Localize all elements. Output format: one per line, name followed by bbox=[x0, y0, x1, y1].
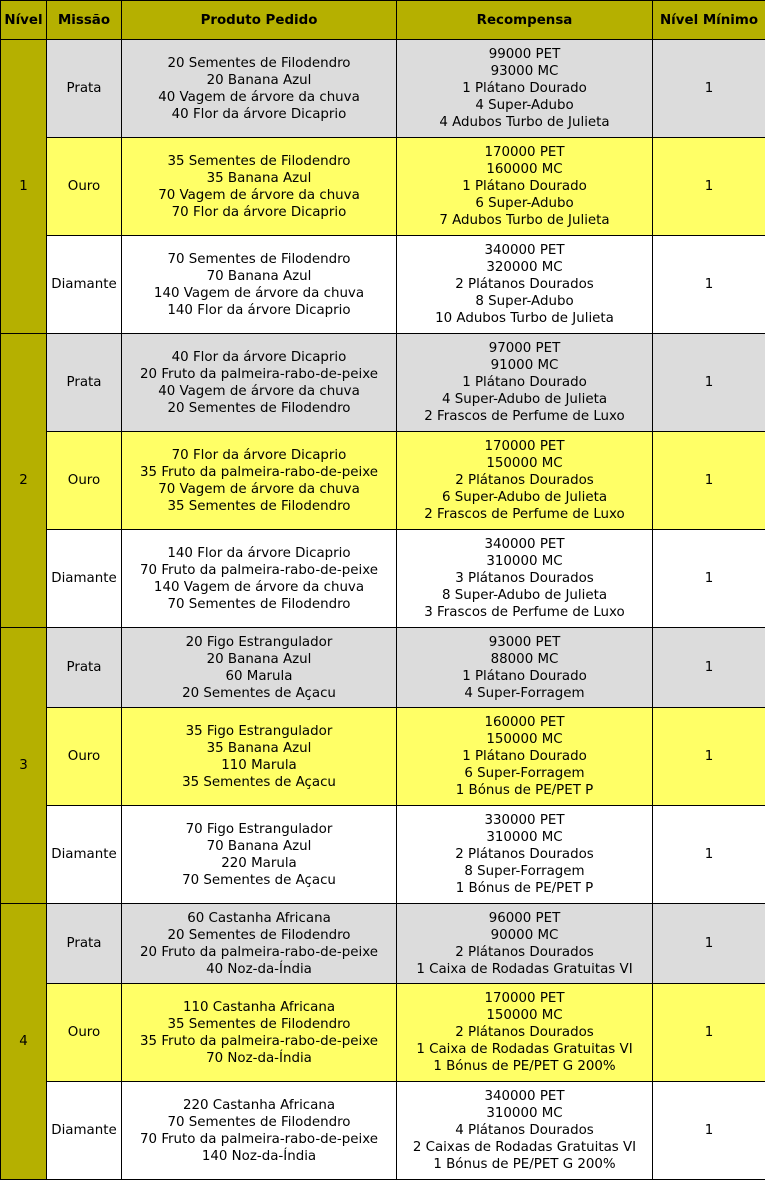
rewards-cell bbox=[397, 40, 653, 138]
reward-line: 1 Plátano Dourado bbox=[462, 81, 587, 96]
level-cell: 4 bbox=[1, 904, 47, 1180]
product-line: 70 Sementes de Filodendro bbox=[167, 596, 351, 612]
product-line: 40 Vagem de árvore da chuva bbox=[158, 89, 360, 105]
mission-cell: Ouro bbox=[47, 432, 122, 530]
reward-line: 1 Bónus de PE/PET P bbox=[455, 881, 594, 896]
product-line: 20 Fruto da palmeira-rabo-de-peixe bbox=[140, 366, 378, 382]
reward-line: 7 Adubos Turbo de Julieta bbox=[439, 213, 610, 228]
header-missao: Missão bbox=[47, 1, 122, 40]
product-line: 140 Noz-da-Índia bbox=[201, 1148, 317, 1164]
product-line: 40 Flor da árvore Dicaprio bbox=[171, 106, 347, 122]
product-line: 35 Sementes de Filodendro bbox=[167, 498, 351, 514]
product-line: 35 Figo Estrangulador bbox=[185, 723, 333, 739]
product-line: 70 Banana Azul bbox=[206, 268, 312, 284]
min-level-cell: 1 bbox=[653, 530, 765, 628]
product-line: 70 Banana Azul bbox=[206, 838, 312, 854]
reward-line: 340000 PET bbox=[484, 243, 565, 258]
table-row bbox=[1, 138, 765, 236]
products-cell bbox=[122, 1082, 397, 1180]
table-row bbox=[1, 984, 765, 1082]
reward-line: 3 Frascos de Perfume de Luxo bbox=[424, 605, 625, 620]
product-line: 110 Marula bbox=[221, 757, 297, 773]
product-line: 70 Sementes de Filodendro bbox=[167, 1114, 351, 1130]
level-cell: 1 bbox=[1, 40, 47, 334]
product-line: 140 Vagem de árvore da chuva bbox=[153, 285, 365, 301]
product-line: 40 Flor da árvore Dicaprio bbox=[171, 349, 347, 365]
mission-cell: Prata bbox=[47, 40, 122, 138]
product-line: 70 Flor da árvore Dicaprio bbox=[171, 447, 347, 463]
product-line: 140 Vagem de árvore da chuva bbox=[153, 579, 365, 595]
product-line: 70 Noz-da-Índia bbox=[206, 1050, 312, 1066]
reward-line: 2 Plátanos Dourados bbox=[455, 944, 594, 960]
reward-line: 4 Adubos Turbo de Julieta bbox=[439, 115, 610, 130]
product-line: 40 Vagem de árvore da chuva bbox=[158, 383, 360, 399]
product-line: 35 Fruto da palmeira-rabo-de-peixe bbox=[140, 464, 378, 480]
min-level-cell: 1 bbox=[653, 984, 765, 1082]
product-line: 20 Banana Azul bbox=[206, 651, 312, 667]
table-row bbox=[1, 334, 765, 432]
table-body bbox=[1, 40, 765, 1180]
reward-line: 320000 MC bbox=[486, 260, 563, 275]
mission-cell: Diamante bbox=[47, 530, 122, 628]
rewards-cell bbox=[397, 236, 653, 334]
product-line: 70 Vagem de árvore da chuva bbox=[158, 187, 360, 203]
min-level-cell: 1 bbox=[653, 236, 765, 334]
reward-line: 8 Super-Forragem bbox=[464, 864, 585, 879]
product-line: 220 Marula bbox=[221, 855, 297, 871]
products-cell bbox=[122, 984, 397, 1082]
product-line: 70 Fruto da palmeira-rabo-de-peixe bbox=[140, 1131, 378, 1147]
reward-line: 340000 PET bbox=[484, 1089, 565, 1104]
rewards-cell bbox=[397, 708, 653, 806]
product-line: 20 Fruto da palmeira-rabo-de-peixe bbox=[140, 944, 378, 960]
product-line: 70 Sementes de Filodendro bbox=[167, 251, 351, 267]
level-cell: 3 bbox=[1, 628, 47, 904]
min-level-cell: 1 bbox=[653, 708, 765, 806]
products-cell bbox=[122, 40, 397, 138]
reward-line: 1 Plátano Dourado bbox=[462, 179, 587, 194]
table-row bbox=[1, 40, 765, 138]
mission-cell: Prata bbox=[47, 334, 122, 432]
min-level-cell: 1 bbox=[653, 40, 765, 138]
reward-line: 1 Caixa de Rodadas Gratuitas VI bbox=[416, 961, 633, 977]
reward-line: 93000 PET bbox=[488, 634, 561, 650]
product-line: 20 Sementes de Filodendro bbox=[167, 927, 351, 943]
reward-line: 310000 MC bbox=[486, 830, 563, 845]
product-line: 20 Sementes de Filodendro bbox=[167, 55, 351, 71]
mission-cell: Ouro bbox=[47, 138, 122, 236]
reward-line: 310000 MC bbox=[486, 554, 563, 569]
header-recompensa: Recompensa bbox=[397, 1, 653, 40]
mission-cell: Ouro bbox=[47, 708, 122, 806]
reward-line: 330000 PET bbox=[484, 813, 565, 828]
product-line: 110 Castanha Africana bbox=[182, 999, 336, 1015]
reward-line: 6 Super-Adubo bbox=[475, 196, 574, 211]
reward-line: 160000 MC bbox=[486, 162, 563, 177]
products-cell bbox=[122, 432, 397, 530]
mission-cell: Diamante bbox=[47, 806, 122, 904]
reward-line: 91000 MC bbox=[490, 358, 559, 373]
reward-line: 2 Plátanos Dourados bbox=[455, 277, 594, 292]
reward-line: 1 Bónus de PE/PET G 200% bbox=[433, 1157, 616, 1172]
min-level-cell: 1 bbox=[653, 904, 765, 984]
product-line: 35 Sementes de Filodendro bbox=[167, 1016, 351, 1032]
mission-cell: Prata bbox=[47, 904, 122, 984]
product-line: 220 Castanha Africana bbox=[182, 1097, 336, 1113]
reward-line: 170000 PET bbox=[484, 145, 565, 160]
table-row bbox=[1, 904, 765, 984]
product-line: 70 Vagem de árvore da chuva bbox=[158, 481, 360, 497]
reward-line: 1 Plátano Dourado bbox=[462, 749, 587, 764]
reward-line: 2 Caixas de Rodadas Gratuitas VI bbox=[412, 1140, 637, 1155]
reward-line: 160000 PET bbox=[484, 715, 565, 730]
reward-line: 2 Plátanos Dourados bbox=[455, 473, 594, 488]
reward-line: 6 Super-Adubo de Julieta bbox=[441, 490, 608, 505]
reward-line: 96000 PET bbox=[488, 910, 561, 926]
reward-line: 2 Frascos de Perfume de Luxo bbox=[424, 409, 625, 424]
product-line: 140 Flor da árvore Dicaprio bbox=[167, 545, 351, 561]
reward-line: 8 Super-Adubo bbox=[475, 294, 574, 309]
reward-line: 2 Plátanos Dourados bbox=[455, 1025, 594, 1040]
rewards-cell bbox=[397, 628, 653, 708]
reward-line: 4 Super-Forragem bbox=[464, 685, 585, 701]
header-row bbox=[1, 1, 765, 40]
product-line: 60 Castanha Africana bbox=[187, 910, 331, 926]
table-row bbox=[1, 708, 765, 806]
min-level-cell: 1 bbox=[653, 334, 765, 432]
products-cell bbox=[122, 708, 397, 806]
min-level-cell: 1 bbox=[653, 432, 765, 530]
reward-line: 1 Caixa de Rodadas Gratuitas VI bbox=[416, 1042, 633, 1057]
reward-line: 90000 MC bbox=[490, 927, 559, 943]
reward-line: 4 Super-Adubo bbox=[475, 98, 574, 113]
reward-line: 93000 MC bbox=[490, 64, 559, 79]
product-line: 60 Marula bbox=[225, 668, 293, 684]
table-row bbox=[1, 530, 765, 628]
product-line: 70 Flor da árvore Dicaprio bbox=[171, 204, 347, 220]
products-cell bbox=[122, 904, 397, 984]
product-line: 70 Sementes de Açacu bbox=[182, 872, 336, 888]
reward-line: 3 Plátanos Dourados bbox=[455, 571, 594, 586]
reward-line: 97000 PET bbox=[488, 341, 561, 356]
header-nivel-minimo: Nível Mínimo bbox=[653, 1, 765, 40]
product-line: 35 Banana Azul bbox=[206, 170, 312, 186]
reward-line: 1 Bónus de PE/PET G 200% bbox=[433, 1059, 616, 1074]
table-row bbox=[1, 236, 765, 334]
table-row bbox=[1, 432, 765, 530]
rewards-cell bbox=[397, 904, 653, 984]
reward-line: 88000 MC bbox=[490, 651, 559, 667]
product-line: 20 Sementes de Filodendro bbox=[167, 400, 351, 416]
product-line: 20 Sementes de Açacu bbox=[182, 685, 336, 701]
min-level-cell: 1 bbox=[653, 138, 765, 236]
product-line: 40 Noz-da-Índia bbox=[206, 961, 312, 977]
table-row bbox=[1, 628, 765, 708]
reward-line: 10 Adubos Turbo de Julieta bbox=[435, 311, 614, 326]
reward-line: 150000 MC bbox=[486, 1008, 563, 1023]
product-line: 35 Fruto da palmeira-rabo-de-peixe bbox=[140, 1033, 378, 1049]
rewards-cell bbox=[397, 530, 653, 628]
product-line: 35 Sementes de Filodendro bbox=[167, 153, 351, 169]
reward-line: 8 Super-Adubo de Julieta bbox=[441, 588, 608, 603]
product-line: 35 Banana Azul bbox=[206, 740, 312, 756]
rewards-cell bbox=[397, 432, 653, 530]
reward-line: 170000 PET bbox=[484, 991, 565, 1006]
product-line: 70 Fruto da palmeira-rabo-de-peixe bbox=[140, 562, 378, 578]
reward-line: 99000 PET bbox=[488, 47, 561, 62]
mission-cell: Ouro bbox=[47, 984, 122, 1082]
products-cell bbox=[122, 628, 397, 708]
mission-cell: Diamante bbox=[47, 236, 122, 334]
rewards-cell bbox=[397, 806, 653, 904]
product-line: 70 Figo Estrangulador bbox=[185, 821, 333, 837]
header-nivel: Nível bbox=[1, 1, 47, 40]
reward-line: 340000 PET bbox=[484, 537, 565, 552]
reward-line: 6 Super-Forragem bbox=[464, 766, 585, 781]
product-line: 140 Flor da árvore Dicaprio bbox=[167, 302, 351, 318]
rewards-cell bbox=[397, 1082, 653, 1180]
level-cell: 2 bbox=[1, 334, 47, 628]
reward-line: 1 Plátano Dourado bbox=[462, 668, 587, 684]
reward-line: 170000 PET bbox=[484, 439, 565, 454]
min-level-cell: 1 bbox=[653, 806, 765, 904]
reward-line: 310000 MC bbox=[486, 1106, 563, 1121]
reward-line: 150000 MC bbox=[486, 732, 563, 747]
reward-line: 1 Plátano Dourado bbox=[462, 375, 587, 390]
table-row bbox=[1, 1082, 765, 1180]
product-line: 20 Figo Estrangulador bbox=[185, 634, 333, 650]
reward-line: 1 Bónus de PE/PET P bbox=[455, 783, 594, 798]
min-level-cell: 1 bbox=[653, 1082, 765, 1180]
table-row bbox=[1, 806, 765, 904]
products-cell bbox=[122, 530, 397, 628]
products-cell bbox=[122, 138, 397, 236]
product-line: 35 Sementes de Açacu bbox=[182, 774, 336, 790]
rewards-cell bbox=[397, 138, 653, 236]
products-cell bbox=[122, 334, 397, 432]
rewards-cell bbox=[397, 984, 653, 1082]
header-produto-pedido: Produto Pedido bbox=[122, 1, 397, 40]
products-cell bbox=[122, 236, 397, 334]
reward-line: 4 Plátanos Dourados bbox=[455, 1123, 594, 1138]
product-line: 20 Banana Azul bbox=[206, 72, 312, 88]
rewards-cell bbox=[397, 334, 653, 432]
reward-line: 2 Plátanos Dourados bbox=[455, 847, 594, 862]
reward-line: 2 Frascos de Perfume de Luxo bbox=[424, 507, 625, 522]
min-level-cell: 1 bbox=[653, 628, 765, 708]
products-cell bbox=[122, 806, 397, 904]
mission-cell: Prata bbox=[47, 628, 122, 708]
reward-line: 4 Super-Adubo de Julieta bbox=[441, 392, 608, 407]
reward-line: 150000 MC bbox=[486, 456, 563, 471]
mission-cell: Diamante bbox=[47, 1082, 122, 1180]
